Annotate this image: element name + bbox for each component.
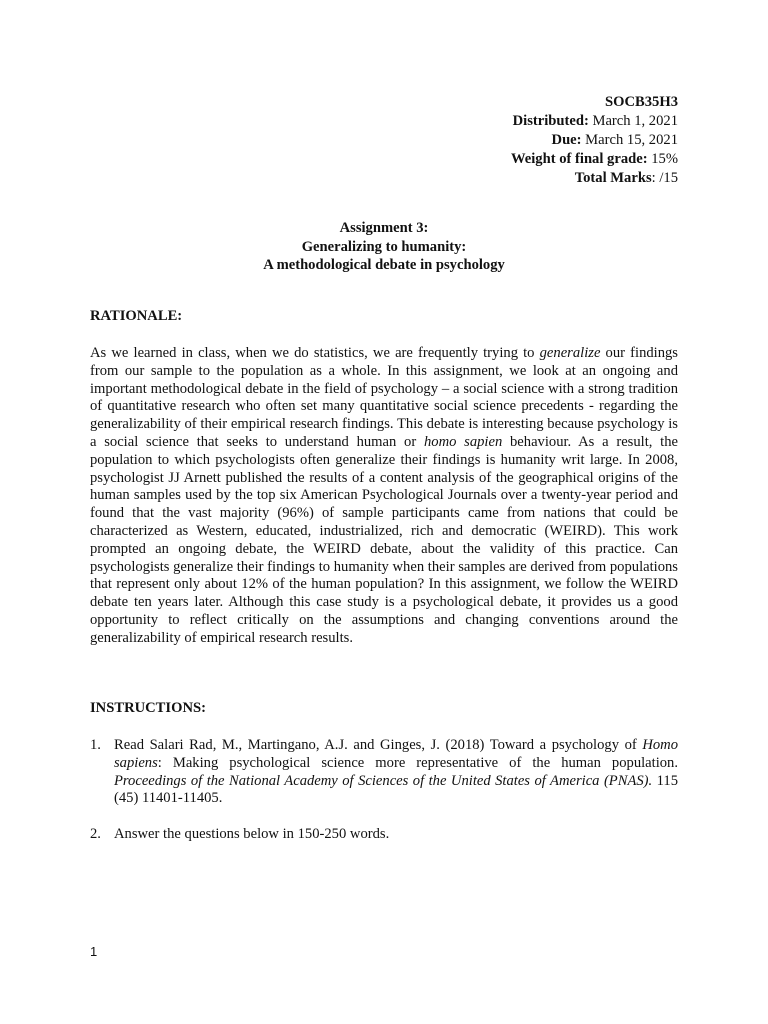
list-item-text: Read Salari Rad, M., Martingano, A.J. and Ginges, J. (2018) Toward a psychology of Homo sapiens: Making psychological science more representative of the human population. Proceedings of the National Academy of Sciences of the United States of America (PNAS). 115 (45) 11401-11405. bbox=[114, 737, 678, 807]
list-item bbox=[90, 826, 678, 844]
list-number: 1. bbox=[90, 737, 101, 753]
course-code: SOCB35H3 bbox=[605, 94, 678, 110]
assignment-title bbox=[90, 220, 678, 276]
rationale-paragraph: As we learned in class, when we do statistics, we are frequently trying to generalize our findings from our sample to the population as a whole. In this assignment, we look at an ongoing and important methodological debate in the field of psychology – a social science with a strong tradition of quantitative research who often set many quantitative social science precedents - regarding the generalizability of their empirical research findings. This debate is interesting because psychology is a social science that seeks to understand human or homo sapien behaviour. As a result, the population to which psychologists often generalize their findings is humanity writ large. In 2008, psychologist JJ Arnett published the results of a content analysis of the geographical origins of the human samples used by the top six American Psychological Journals over a twenty-year period and found that the vast majority (96%) of sample participants came from nations that could be characterized as Western, educated, industrialized, rich and democratic (WEIRD). This work prompted an ongoing debate, the WEIRD debate, about the validity of this practice. Can psychologists generalize their findings to humanity when their samples are derived from populations that represent only about 12% of the human population? In this assignment, we follow the WEIRD debate ten years later. Although this case study is a psychological debate, it provides us a good opportunity to reflect critically on the assumptions and changing conventions around the generalizability of empirical research results. bbox=[90, 345, 678, 646]
list-number: 2. bbox=[90, 826, 101, 843]
distributed-date: Distributed: March 1, 2021 bbox=[512, 113, 678, 129]
instructions-heading: INSTRUCTIONS: bbox=[90, 700, 206, 716]
title-line-1: Assignment 3: bbox=[339, 220, 429, 236]
instructions-list bbox=[90, 737, 678, 844]
assignment-header bbox=[318, 94, 678, 189]
title-line-3: A methodological debate in psychology bbox=[263, 257, 505, 273]
due-date: Due: March 15, 2021 bbox=[551, 132, 678, 148]
title-line-2: Generalizing to humanity: bbox=[301, 238, 467, 255]
grade-weight: Weight of final grade: 15% bbox=[510, 151, 678, 167]
total-marks: Total Marks: /15 bbox=[574, 170, 678, 186]
page-number: 1 bbox=[90, 944, 98, 959]
list-item bbox=[90, 737, 678, 808]
rationale-heading: RATIONALE: bbox=[90, 308, 183, 324]
list-item-text: Answer the questions below in 150-250 words. bbox=[114, 826, 390, 843]
